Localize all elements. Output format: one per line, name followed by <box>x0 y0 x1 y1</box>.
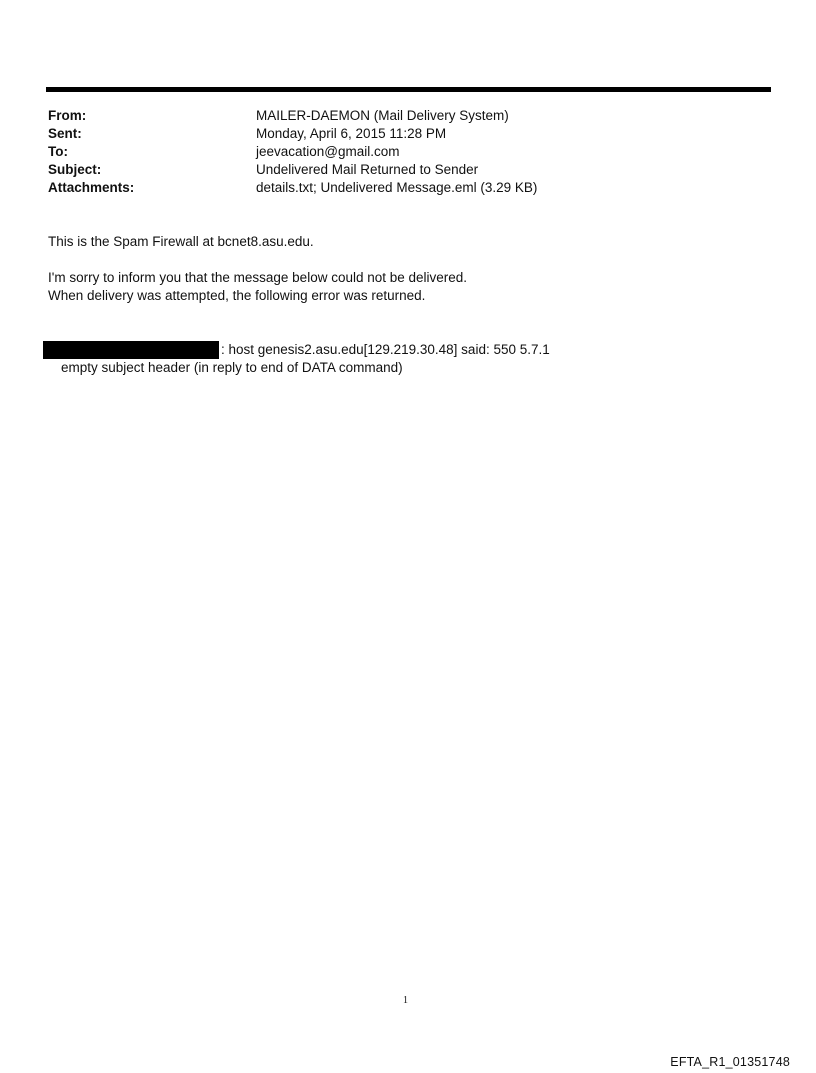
subject-label: Subject: <box>48 162 102 177</box>
header-row-subject <box>48 161 537 179</box>
page-number: 1 <box>403 995 408 1006</box>
sent-label: Sent: <box>48 126 82 141</box>
to-value: jeevacation@gmail.com <box>256 144 400 159</box>
from-label: From: <box>48 108 87 123</box>
sent-value: Monday, April 6, 2015 11:28 PM <box>256 126 447 141</box>
from-value: MAILER-DAEMON (Mail Delivery System) <box>256 108 509 123</box>
body-line-firewall: This is the Spam Firewall at bcnet8.asu.edu. <box>48 234 314 249</box>
redaction-block <box>43 341 219 359</box>
header-divider <box>46 87 771 92</box>
body-line-sorry: I'm sorry to inform you that the message below could not be delivered. <box>48 270 468 285</box>
attachments-value: details.txt; Undelivered Message.eml (3.29 KB) <box>256 180 538 195</box>
body-line-attempted: When delivery was attempted, the following error was returned. <box>48 288 426 303</box>
header-row-sent <box>48 125 537 143</box>
attachments-label: Attachments: <box>48 180 135 195</box>
error-line <box>43 341 550 359</box>
error-text: : host genesis2.asu.edu[129.219.30.48] said: 550 5.7.1 <box>221 342 550 357</box>
subject-value: Undelivered Mail Returned to Sender <box>256 162 479 177</box>
header-row-from <box>48 107 537 125</box>
to-label: To: <box>48 144 68 159</box>
header-row-attachments <box>48 179 537 197</box>
email-header <box>48 107 537 197</box>
document-id: EFTA_R1_01351748 <box>670 1055 790 1069</box>
header-row-to <box>48 143 537 161</box>
error-detail: empty subject header (in reply to end of DATA command) <box>61 360 403 375</box>
